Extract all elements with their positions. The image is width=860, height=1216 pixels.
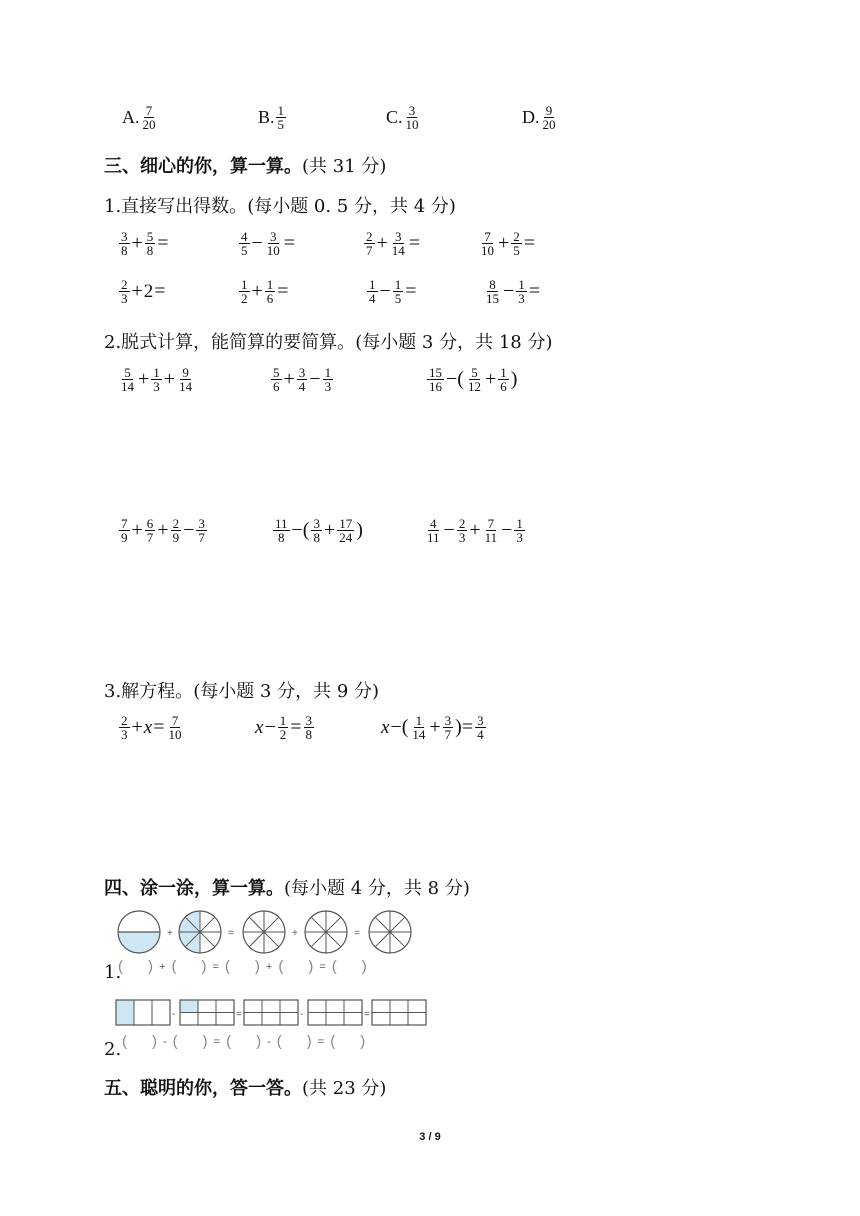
q2-expr-5: $\frac{11}{8}$ −( $\frac{3}{8}$ + $\frac{17}{24}$ ) (275, 516, 363, 545)
svg-text:=: = (236, 1009, 242, 1020)
rect-sixths (372, 1000, 426, 1025)
section5-heading: 五、聪明的你，答一答。(共 23 分) (104, 1078, 387, 1099)
row1-label: 1. (104, 962, 122, 983)
q1-expr-6: $\frac{1}{2}$ + $\frac{1}{6}$ = (241, 277, 289, 306)
option-b: B. $\frac{1}{5}$ (258, 103, 285, 132)
rect-sixths-shaded (180, 1000, 234, 1025)
answer-blank[interactable]: ( ) (276, 1033, 312, 1050)
q1-expr-2: $\frac{4}{5}$ − $\frac{3}{10}$ = (241, 229, 296, 258)
option-d: D. $\frac{9}{20}$ (522, 103, 556, 132)
q3-expr-3: x −( $\frac{1}{14}$ + $\frac{3}{7}$ )= $\frac{3}{4}$ (381, 713, 484, 742)
answer-blank[interactable]: ( ) (226, 1033, 262, 1050)
q1-heading: 1.直接写出得数。(每小题 0. 5 分，共 4 分) (104, 196, 456, 217)
plus-sign: + (167, 928, 173, 939)
answer-blank[interactable]: ( ) (171, 958, 207, 975)
equals-sign: = (354, 928, 360, 939)
rect-sixths (308, 1000, 362, 1025)
section3-heading: 三、细心的你，算一算。(共 31 分) (104, 156, 387, 177)
plus-sign: + (292, 928, 298, 939)
fraction: $\frac{3}{10}$ (405, 103, 419, 132)
q1-expr-1: $\frac{3}{8}$ + $\frac{5}{8}$ = (121, 229, 169, 258)
circle-halves (118, 911, 160, 953)
q3-heading: 3.解方程。(每小题 3 分，共 9 分) (104, 681, 380, 702)
q1-expr-5: $\frac{2}{3}$ + 2 = (121, 277, 166, 306)
circle-eighths (305, 911, 347, 953)
rect-thirds-shaded (116, 1000, 170, 1025)
circle-eighths-shaded (179, 911, 221, 953)
row2-blanks: ( ) - ( ) = ( ) - ( ) = ( ) (122, 1033, 366, 1050)
option-c: C. $\frac{3}{10}$ (386, 103, 419, 132)
circle-eighths (243, 911, 285, 953)
equals-sign: = (228, 928, 234, 939)
answer-blank[interactable]: ( ) (172, 1033, 208, 1050)
q2-expr-2: $\frac{5}{6}$ + $\frac{3}{4}$ − $\frac{1}{3}$ (273, 365, 332, 394)
option-a: A. $\frac{7}{20}$ (122, 103, 156, 132)
fraction: $\frac{7}{20}$ (142, 103, 156, 132)
q2-expr-4: $\frac{7}{9}$ + $\frac{6}{7}$ + $\frac{2}{9}$ − $\frac{3}{7}$ (121, 516, 205, 545)
q3-expr-2: x − $\frac{1}{2}$ = $\frac{3}{8}$ (255, 713, 312, 742)
row2-label: 2. (104, 1039, 122, 1060)
answer-blank[interactable]: ( ) (118, 958, 153, 975)
answer-blank[interactable]: ( ) (278, 958, 314, 975)
rectangle-fraction-diagram (114, 998, 430, 1028)
q2-expr-1: $\frac{5}{14}$ + $\frac{1}{3}$ + $\frac{9}{14}$ (121, 365, 193, 394)
q1-expr-7: $\frac{1}{4}$ − $\frac{1}{5}$ = (369, 277, 417, 306)
q1-expr-4: $\frac{7}{10}$ + $\frac{2}{5}$ = (481, 229, 536, 258)
q2-expr-6: $\frac{4}{11}$ − $\frac{2}{3}$ + $\frac{7}{11}$ − $\frac{1}{3}$ (427, 516, 523, 545)
q2-expr-3: $\frac{15}{16}$ −( $\frac{5}{12}$ + $\frac{1}{6}$ ) (429, 365, 518, 394)
row1-blanks: ( ) + ( ) = ( ) + ( ) = ( ) (118, 958, 367, 975)
fraction: $\frac{1}{5}$ (277, 103, 285, 132)
q1-expr-3: $\frac{2}{7}$ + $\frac{3}{14}$ = (366, 229, 421, 258)
svg-text:=: = (364, 1009, 370, 1020)
rect-sixths (244, 1000, 298, 1025)
svg-text:-: - (300, 1009, 304, 1020)
svg-text:-: - (172, 1009, 176, 1020)
answer-blank[interactable]: ( ) (330, 1033, 366, 1050)
answer-blank[interactable]: ( ) (122, 1033, 157, 1050)
section4-heading: 四、涂一涂，算一算。(每小题 4 分，共 8 分) (104, 878, 470, 899)
answer-blank[interactable]: ( ) (224, 958, 260, 975)
q2-heading: 2.脱式计算，能简算的要简算。(每小题 3 分，共 18 分) (104, 332, 553, 353)
q3-expr-1: $\frac{2}{3}$ + x = $\frac{7}{10}$ (121, 713, 182, 742)
circle-fraction-diagram (112, 908, 422, 958)
answer-blank[interactable]: ( ) (331, 958, 367, 975)
circle-eighths (369, 911, 411, 953)
q1-expr-8: $\frac{8}{15}$ − $\frac{1}{3}$ = (486, 277, 541, 306)
fraction: $\frac{9}{20}$ (542, 103, 556, 132)
page-number: 3 / 9 (419, 1131, 441, 1143)
